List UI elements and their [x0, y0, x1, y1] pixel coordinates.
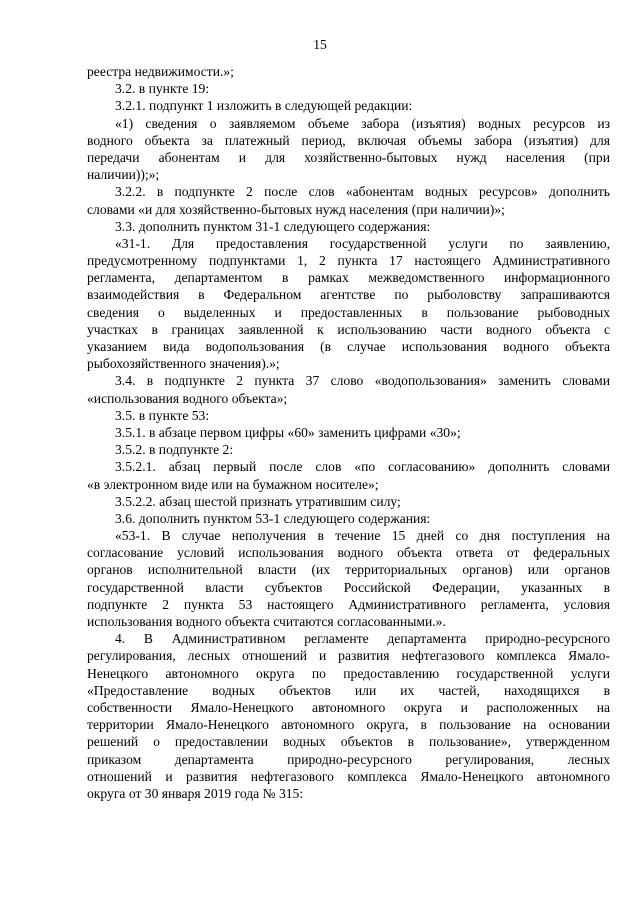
text-line: рыбохозяйственного значения).»;	[87, 356, 280, 372]
text-line: регламента, департаментом в рамках межведомственного информационного	[87, 270, 610, 286]
text-line: «1) сведения о заявляемом объеме забора (изъятия) водных ресурсов из	[115, 115, 610, 131]
text-line: отношений и развития нефтегазового комплекса Ямало-Ненецкого автономного	[87, 768, 610, 784]
text-line: 3.5.2.2. абзац шестой признать утратившим силу;	[115, 493, 401, 509]
text-line: подпункте 2 пункта 53 настоящего Административного регламента, условия	[87, 596, 610, 612]
text-line: территории Ямало-Ненецкого автономного округа, в пользование на основании	[87, 717, 610, 733]
text-line: наличии));»;	[87, 167, 160, 183]
document-body	[87, 63, 610, 802]
text-line: регулирования, лесных отношений и развития нефтегазового комплекса Ямало-	[87, 648, 610, 664]
text-line: 3.5.2.1. абзац первый после слов «по согласованию» дополнить словами	[115, 459, 610, 475]
text-line: 3.4. в подпункте 2 пункта 37 слово «водопользования» заменить словами	[115, 373, 610, 389]
text-line: указанием вида водопользования (в случае использования водного объекта	[87, 339, 610, 354]
text-line: 3.6. дополнить пунктом 53-1 следующего содержания:	[115, 510, 431, 526]
text-line: «Предоставление водных объектов или их частей, находящихся в	[87, 682, 610, 698]
text-line: 4. В Административном регламенте департамента природно-ресурсного	[115, 631, 610, 647]
text-line: участках в границах заявленной к использованию части водного объекта с	[87, 321, 610, 337]
text-line: «31-1. Для предоставления государственной услуги по заявлению,	[115, 235, 610, 251]
text-line: 3.5. в пункте 53:	[115, 407, 210, 423]
text-line: 3.3. дополнить пунктом 31-1 следующего содержания:	[115, 218, 431, 234]
text-line: округа от 30 января 2019 года № 315:	[87, 785, 304, 801]
text-line: органов исполнительной власти (их территориальных органов) или органов	[87, 562, 610, 578]
text-line: «53-1. В случае неполучения в течение 15 дней со дня поступления на	[115, 528, 610, 544]
text-line: предусмотренному подпунктами 1, 2 пункта 17 настоящего Административного	[87, 253, 610, 269]
text-line: взаимодействия в Федеральном агентстве по рыболовству запрашиваются	[87, 287, 610, 303]
text-line: 3.5.1. в абзаце первом цифры «60» заменить цифрами «30»;	[115, 424, 461, 440]
text-line: собственности Ямало-Ненецкого автономного округа и расположенных на	[87, 699, 610, 715]
text-line: словами «и для хозяйственно-бытовых нужд населения (при наличии)»;	[87, 201, 505, 217]
text-line: 3.2. в пункте 19:	[115, 81, 210, 97]
text-line: 3.5.2. в подпункте 2:	[115, 442, 234, 458]
text-line: государственной власти субъектов Российской Федерации, указанных в	[87, 579, 610, 595]
text-line: сведения о выделенных и предоставленных в пользование рыбоводных	[87, 304, 610, 320]
text-line: 3.2.1. подпункт 1 изложить в следующей редакции:	[115, 98, 413, 114]
text-line: использования водного объекта считаются согласованными.».	[87, 614, 446, 629]
text-line: приказом департамента природно-ресурсного регулирования, лесных	[87, 751, 610, 767]
text-line: Ненецкого автономного округа по предоставлению государственной услуги	[87, 665, 610, 681]
text-line: передачи абонентам и для хозяйственно-бытовых нужд населения (при	[87, 149, 610, 165]
text-line: «использования водного объекта»;	[87, 390, 288, 406]
text-line: решений о предоставлении водных объектов в пользование», утвержденном	[87, 734, 610, 750]
text-line: водного объекта за платежный период, включая объемы забора (изъятия) для	[87, 132, 610, 148]
page-number: 15	[313, 37, 327, 52]
text-line: согласование условий использования водного объекта ответа от федеральных	[87, 545, 610, 561]
text-line: «в электронном виде или на бумажном носителе»;	[87, 476, 379, 492]
text-line: 3.2.2. в подпункте 2 после слов «абонентам водных ресурсов» дополнить	[115, 184, 610, 200]
text-line: реестра недвижимости.»;	[87, 64, 234, 79]
